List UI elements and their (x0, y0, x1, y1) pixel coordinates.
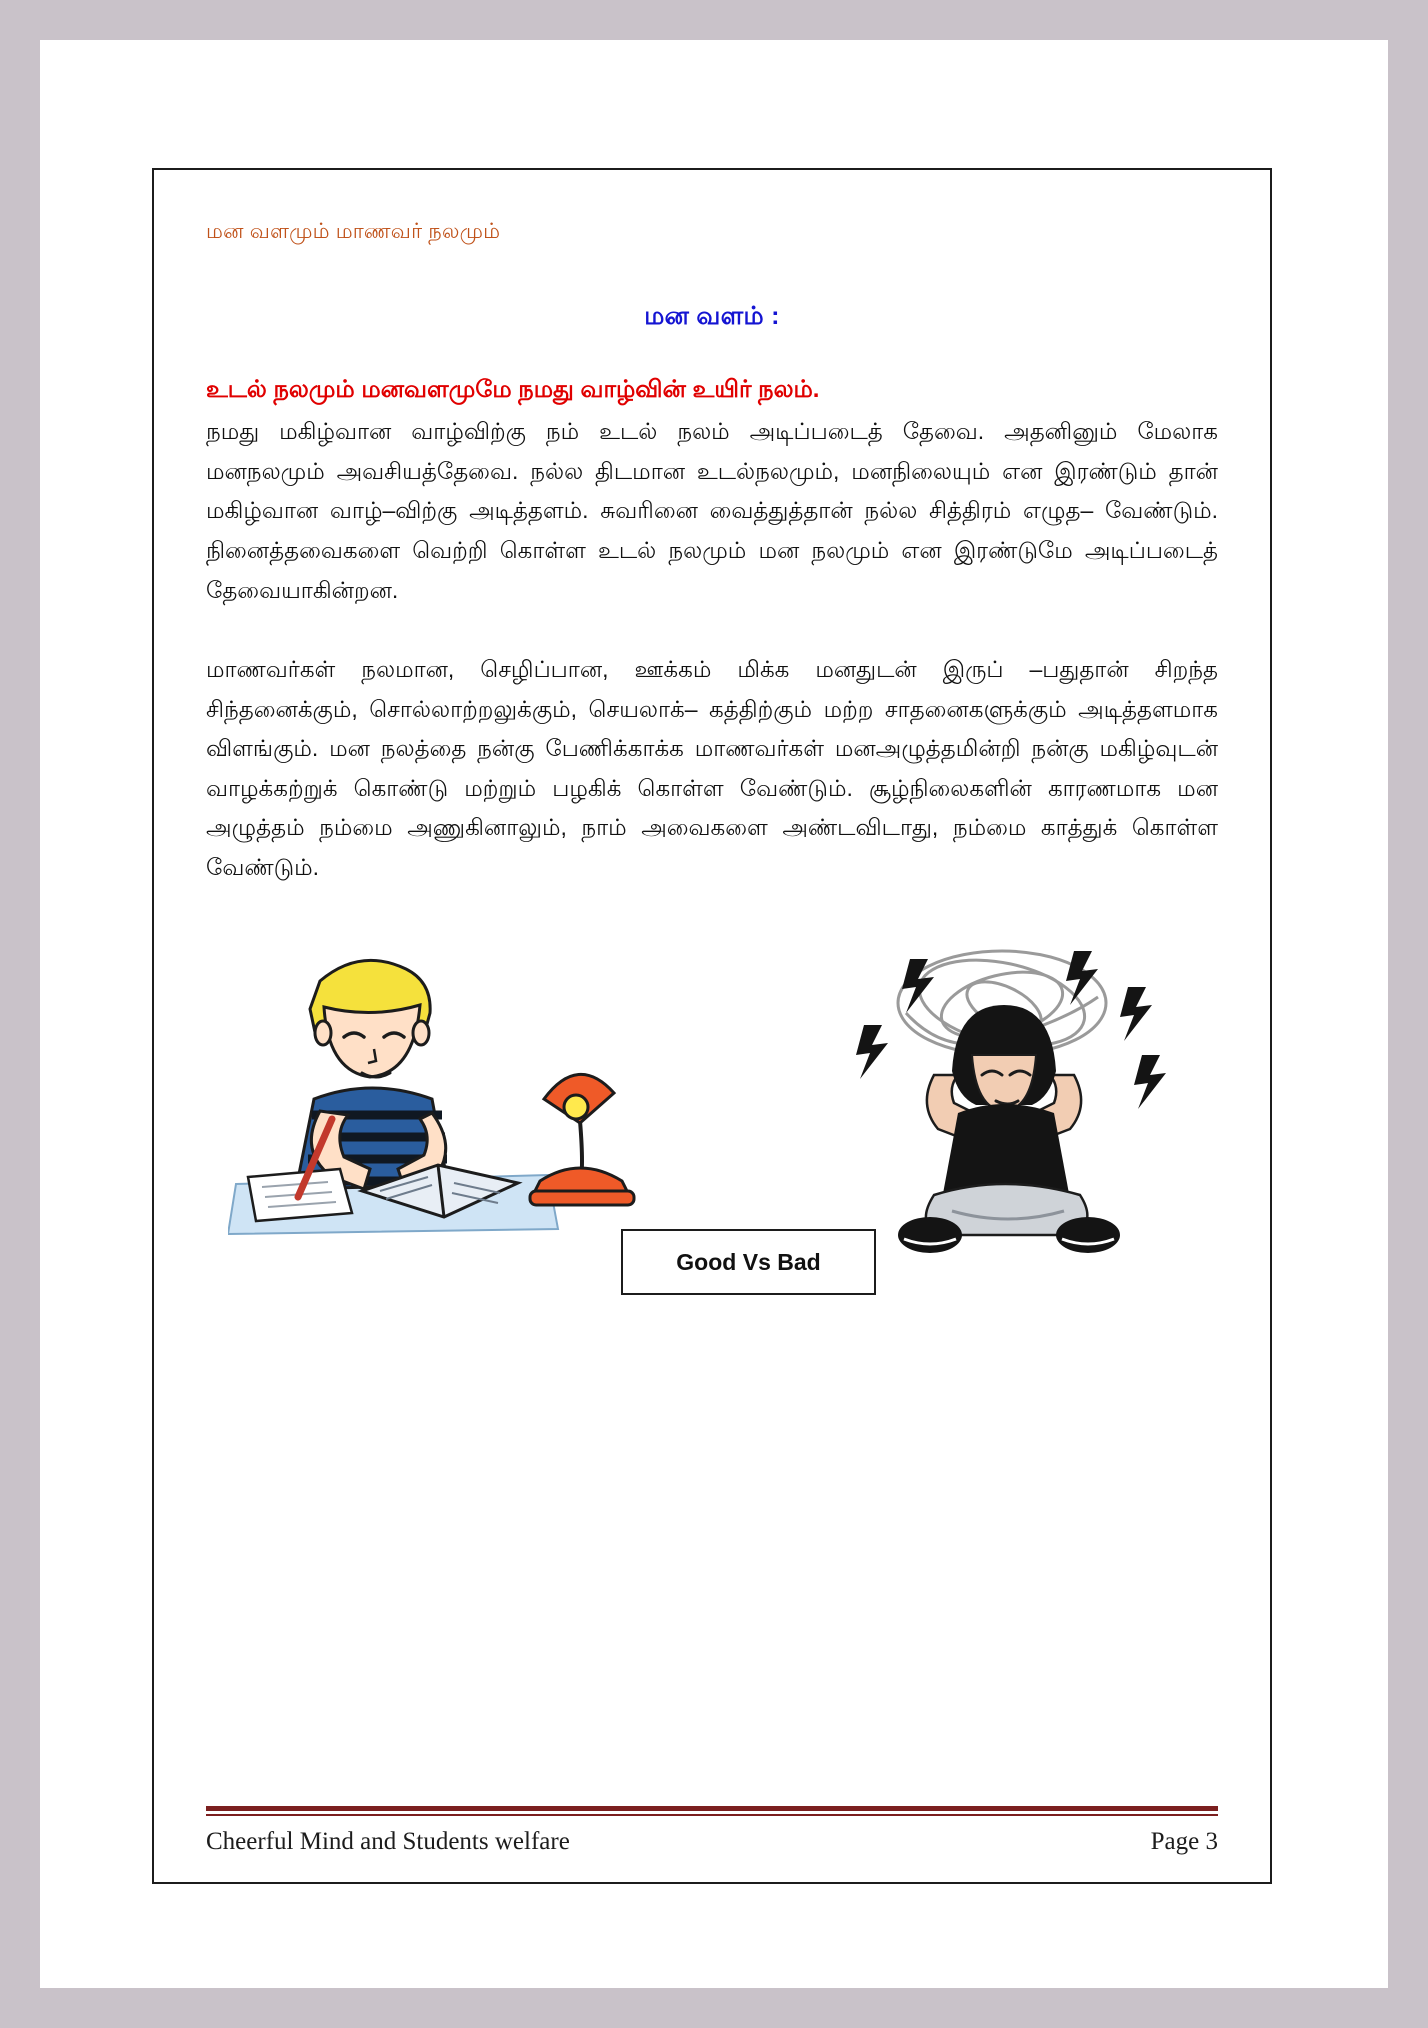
figure-row (206, 929, 1218, 1329)
footer-title: Cheerful Mind and Students welfare (206, 1828, 570, 1855)
document-frame (152, 168, 1272, 1884)
lead-sentence: உடல் நலமும் மனவளமுமே நமது வாழ்வின் உயிர் நலம். (206, 376, 820, 403)
footer-rule-top (206, 1806, 1218, 1811)
page-footer (206, 1806, 1218, 1856)
footer-rule-bottom (206, 1814, 1218, 1816)
page-sheet (40, 40, 1388, 1988)
document-content (154, 170, 1270, 1882)
paragraph-2: மாணவர்கள் நலமான, செழிப்பான, ஊக்கம் மிக்க மனதுடன் இருப் –பதுதான் சிறந்த சிந்தனைக்கும், சொல்லாற்றலுக்கும், செயலாக்– கத்திற்கும் மற்ற சாதனைகளுக்கும் அடித்தளமாக விளங்கும். மன நலத்தை நன்கு பேணிக்காக்க மாணவர்கள் மனஅழுத்தமின்றி நன்கு மகிழ்வுடன் வாழக்கற்றுக் கொண்டு மற்றும் பழகிக் கொள்ள வேண்டும். சூழ்நிலைகளின் காரணமாக மன அழுத்தம் நம்மை அணுகினாலும், நாம் அவைகளை அண்டவிடாது, நம்மை காத்துக் கொள்ள வேண்டும். (206, 656, 1218, 880)
paragraph-1: நமது மகிழ்வான வாழ்விற்கு நம் உடல் நலம் அடிப்படைத் தேவை. அதனினும் மேலாக மனநலமும் அவசியத்தேவை. நல்ல திடமான உடல்நலமும், மனநிலையும் என இரண்டும் தான் மகிழ்வான வாழ்–விற்கு அடித்தளம். சுவரினை வைத்துத்தான் நல்ல சித்திரம் எழுத– வேண்டும். நினைத்தவைகளை வெற்றி கொள்ள உடல் நலமும் மன நலமும் என இரண்டுமே அடிப்படைத் தேவையாகின்றன. (206, 418, 1218, 603)
figure-caption: Good Vs Bad (621, 1229, 876, 1295)
boy-studying-illustration (228, 929, 648, 1274)
footer-page-number: Page 3 (1150, 1828, 1218, 1855)
document-header: மன வளமும் மாணவர் நலமும் (206, 220, 501, 243)
section-title: மன வளம் : (644, 302, 780, 330)
